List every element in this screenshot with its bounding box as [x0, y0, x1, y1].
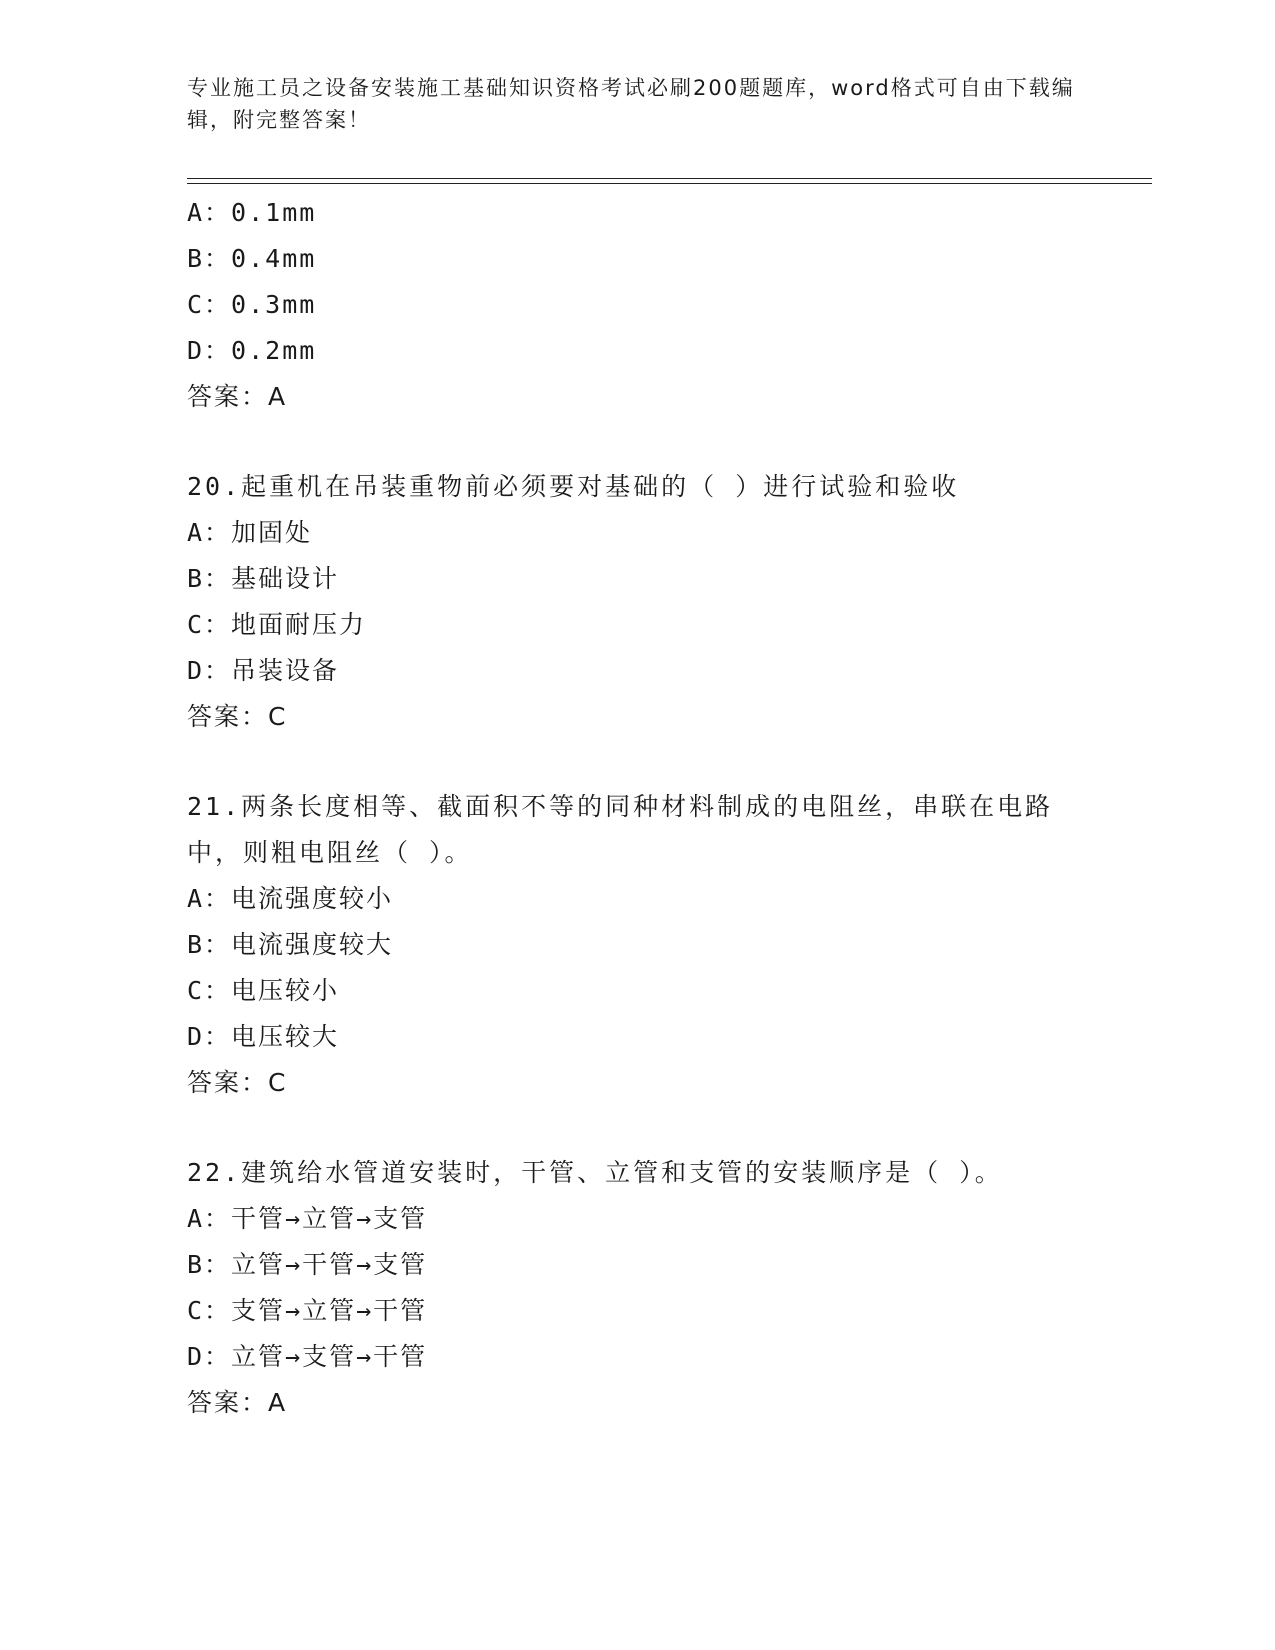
option-b: B：立管→干管→支管: [187, 1250, 428, 1279]
spacer: [187, 420, 1087, 464]
document-header: 专业施工员之设备安装施工基础知识资格考试必刷200题题库，word格式可自由下载编辑，附完整答案！: [187, 76, 1075, 132]
header-rule-top: [187, 178, 1152, 179]
question-text: 21.两条长度相等、截面积不等的同种材料制成的电阻丝，串联在电路中，则粗电阻丝（ ）。: [187, 792, 1054, 867]
option-a: A：电流强度较小: [187, 884, 394, 913]
question-text: 22.建筑给水管道安装时，干管、立管和支管的安装顺序是（ ）。: [187, 1158, 1003, 1187]
question-block-22: [187, 1150, 1087, 1426]
option-b: B：基础设计: [187, 564, 340, 593]
answer-line: 答案：C: [187, 702, 288, 731]
option-c: C：支管→立管→干管: [187, 1296, 428, 1325]
option-b: B：电流强度较大: [187, 930, 394, 959]
question-block-prev: [187, 190, 1087, 420]
question-text: 20.起重机在吊装重物前必须要对基础的（ ）进行试验和验收: [187, 472, 960, 501]
spacer: [187, 740, 1087, 784]
option-a: A：加固处: [187, 518, 313, 547]
option-b: B：0.4mm: [187, 244, 317, 273]
option-a: A：干管→立管→支管: [187, 1204, 428, 1233]
option-c: C：电压较小: [187, 976, 340, 1005]
option-d: D：0.2mm: [187, 336, 317, 365]
option-d: D：立管→支管→干管: [187, 1342, 428, 1371]
answer-line: 答案：A: [187, 382, 288, 411]
option-a: A：0.1mm: [187, 198, 317, 227]
question-block-20: [187, 464, 1087, 740]
answer-line: 答案：C: [187, 1068, 288, 1097]
option-d: D：吊装设备: [187, 656, 340, 685]
option-c: C：0.3mm: [187, 290, 317, 319]
header-rule-bottom: [187, 183, 1152, 184]
spacer: [187, 1106, 1087, 1150]
question-list: [187, 190, 1087, 1426]
option-c: C：地面耐压力: [187, 610, 367, 639]
option-d: D：电压较大: [187, 1022, 340, 1051]
question-block-21: [187, 784, 1087, 1106]
answer-line: 答案：A: [187, 1388, 288, 1417]
